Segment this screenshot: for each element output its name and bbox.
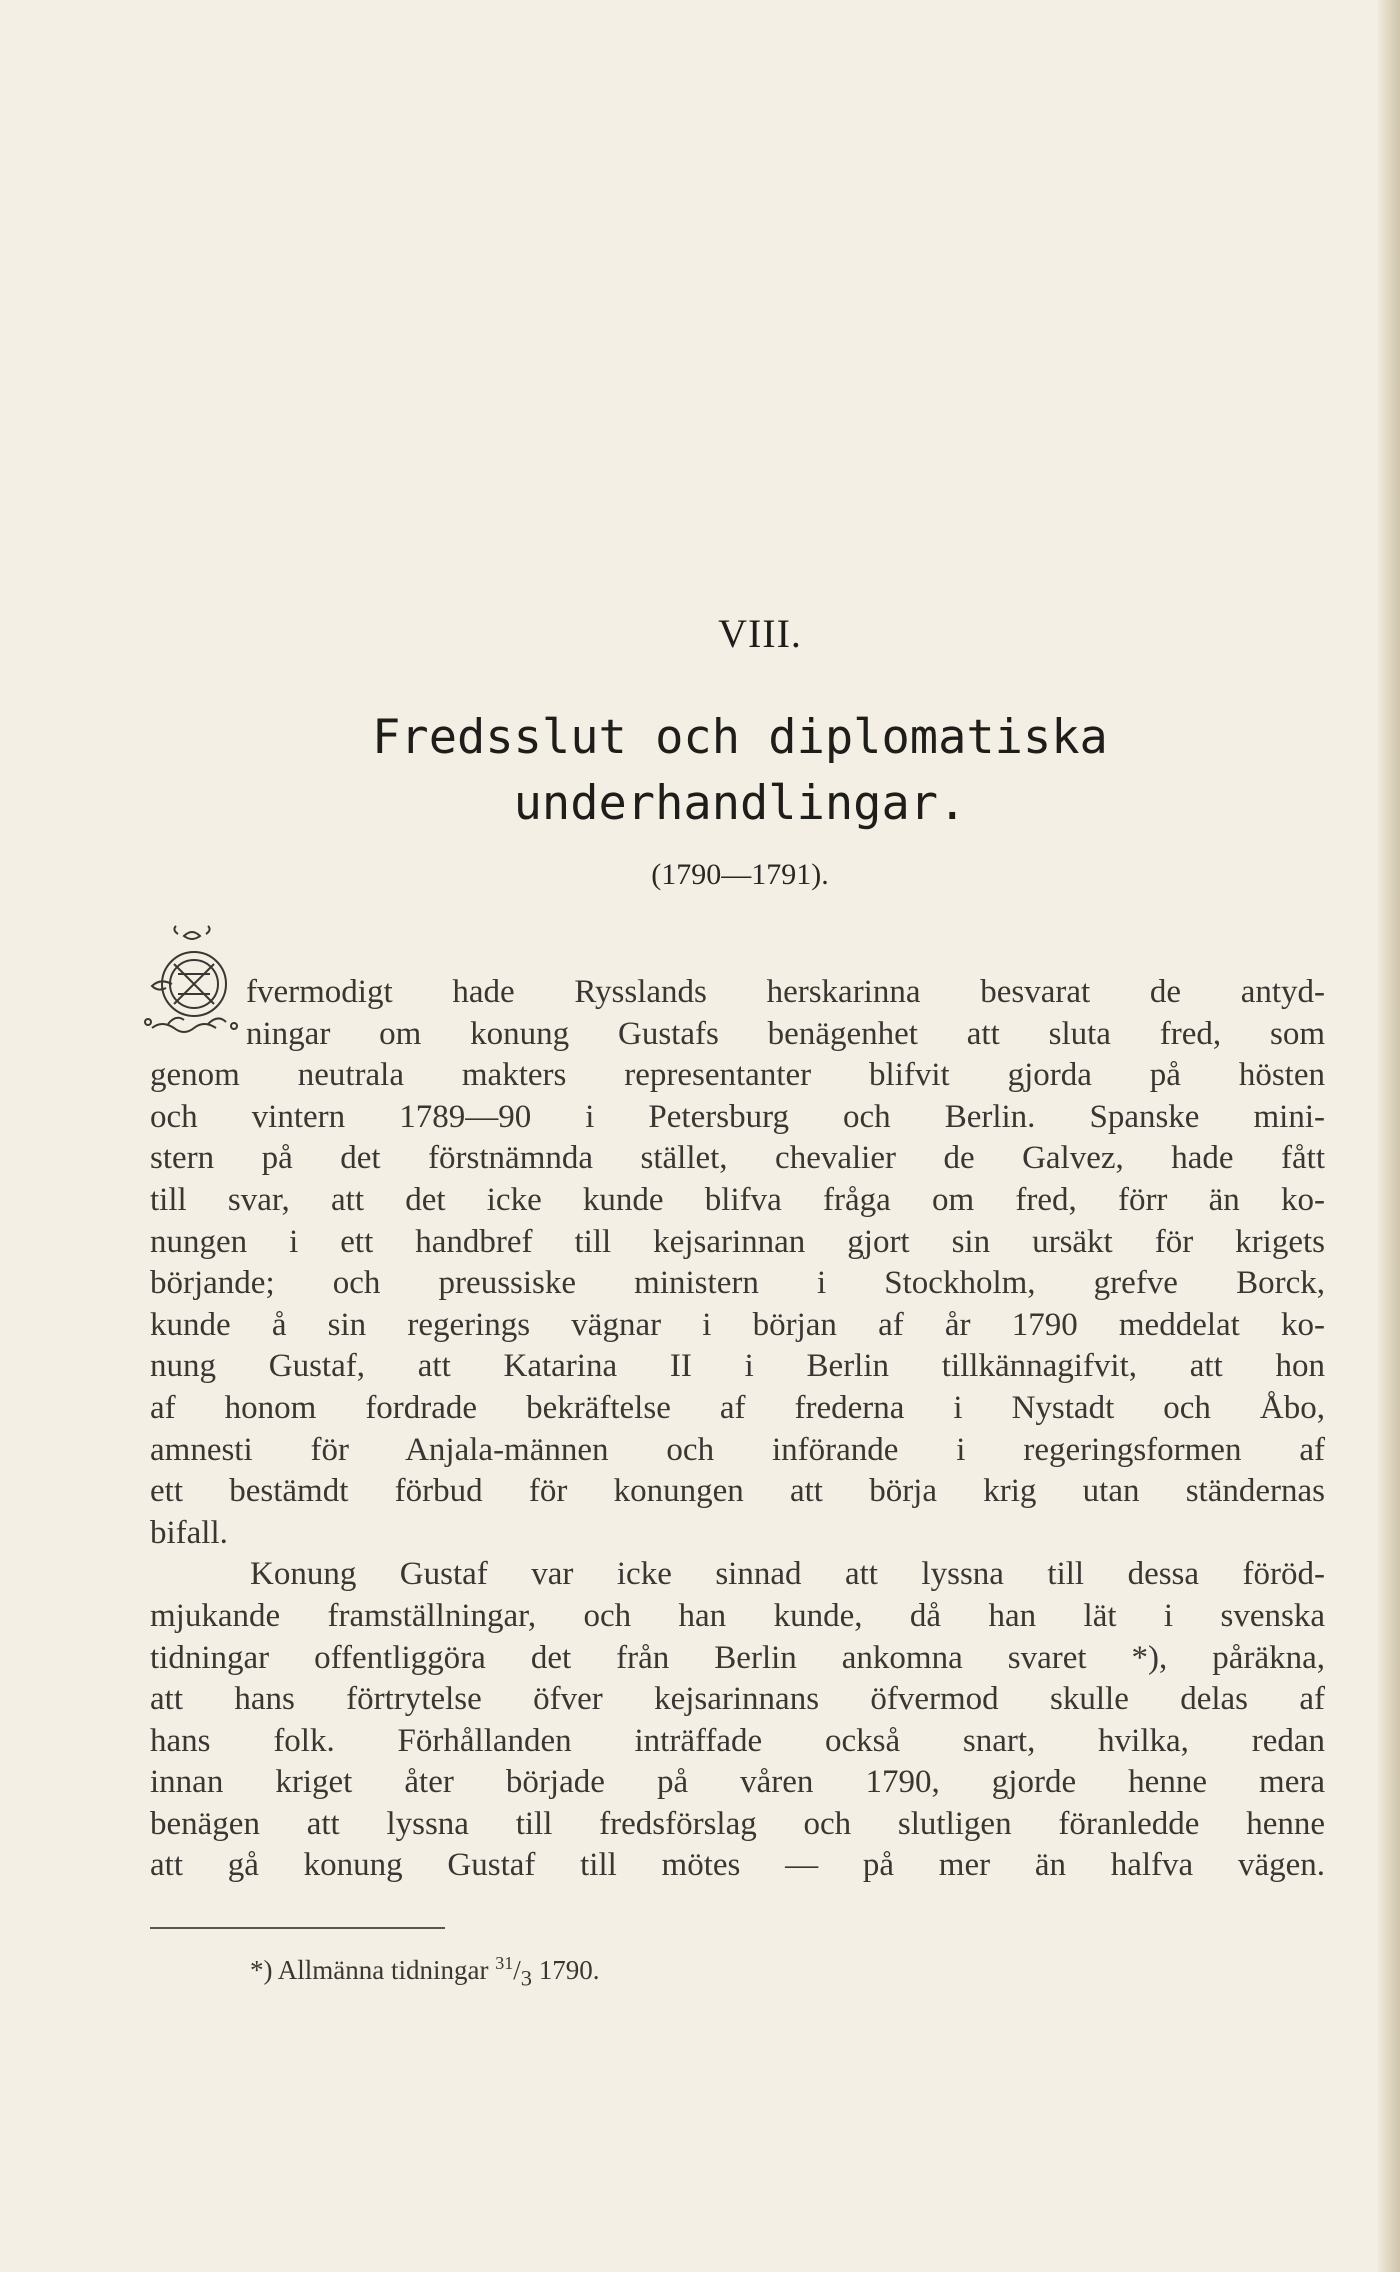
text-line: ett bestämdt förbud för konungen att börja krig utan ständernas bbox=[150, 1473, 1325, 1510]
text-line: genom neutrala makters representanter blifvit gjorda på hösten bbox=[150, 1057, 1325, 1094]
chapter-years: (1790—1791). bbox=[651, 858, 829, 891]
footnote-date: $^{31}/_3$ bbox=[495, 1953, 532, 1991]
footnote-rule bbox=[150, 1927, 445, 1929]
text-line: mjukande framställningar, och han kunde, då han lät i svenska bbox=[150, 1597, 1325, 1634]
text-line: till svar, att det icke kunde blifva fråga om fred, förr än ko- bbox=[150, 1181, 1325, 1218]
text-line: innan kriget åter började på våren 1790, gjorde henne mera bbox=[150, 1764, 1325, 1801]
text-line: amnesti för Anjala-männen och införande i regeringsformen af bbox=[150, 1431, 1325, 1468]
footnote-date-month: 3 bbox=[520, 1965, 532, 1991]
chapter-title bbox=[0, 705, 1400, 837]
footnote-source: Allmänna tidningar bbox=[277, 1955, 489, 1985]
chapter-number: VIII. bbox=[718, 611, 802, 656]
text-line: Konung Gustaf var icke sinnad att lyssna till dessa föröd- bbox=[250, 1556, 1325, 1593]
text-line: nung Gustaf, att Katarina II i Berlin tillkännagifvit, att hon bbox=[150, 1348, 1325, 1385]
text-line: bifall. bbox=[150, 1514, 228, 1551]
footnote bbox=[250, 1953, 599, 1991]
footnote-date-day: 31 bbox=[495, 1953, 514, 1973]
text-line: ningar om konung Gustafs benägenhet att sluta fred, som bbox=[246, 1015, 1325, 1052]
text-line: kunde å sin regerings vägnar i början af år 1790 meddelat ko- bbox=[150, 1306, 1325, 1343]
text-line: och vintern 1789—90 i Petersburg och Berlin. Spanske mini- bbox=[150, 1098, 1325, 1135]
text-line: tidningar offentliggöra det från Berlin ankomna svaret *), påräkna, bbox=[150, 1639, 1325, 1676]
text-line: hans folk. Förhållanden inträffade också snart, hvilka, redan bbox=[150, 1722, 1325, 1759]
text-line: att gå konung Gustaf till mötes — på mer än halfva vägen. bbox=[150, 1847, 1325, 1884]
body-text bbox=[150, 972, 1325, 1887]
text-line: nungen i ett handbref till kejsarinnan gjort sin ursäkt för krigets bbox=[150, 1223, 1325, 1260]
text-line: stern på det förstnämnda stället, chevalier de Galvez, hade fått bbox=[150, 1140, 1325, 1177]
text-line: fvermodigt hade Rysslands herskarinna besvarat de antyd- bbox=[246, 974, 1325, 1010]
page-edge bbox=[1378, 0, 1400, 2272]
footnote-marker: *) bbox=[250, 1955, 273, 1985]
chapter-title-line-1: Fredsslut och diplomatiska bbox=[372, 710, 1108, 765]
text-line: benägen att lyssna till fredsförslag och slutligen föranledde henne bbox=[150, 1805, 1325, 1842]
text-line: af honom fordrade bekräftelse af frederna i Nystadt och Åbo, bbox=[150, 1389, 1325, 1426]
text-line: att hans förtrytelse öfver kejsarinnans öfvermod skulle delas af bbox=[150, 1681, 1325, 1718]
chapter-title-line-2: underhandlingar. bbox=[513, 776, 967, 831]
footnote-year: 1790. bbox=[538, 1955, 600, 1985]
text-line: börjande; och preussiske ministern i Stockholm, grefve Borck, bbox=[150, 1265, 1325, 1302]
